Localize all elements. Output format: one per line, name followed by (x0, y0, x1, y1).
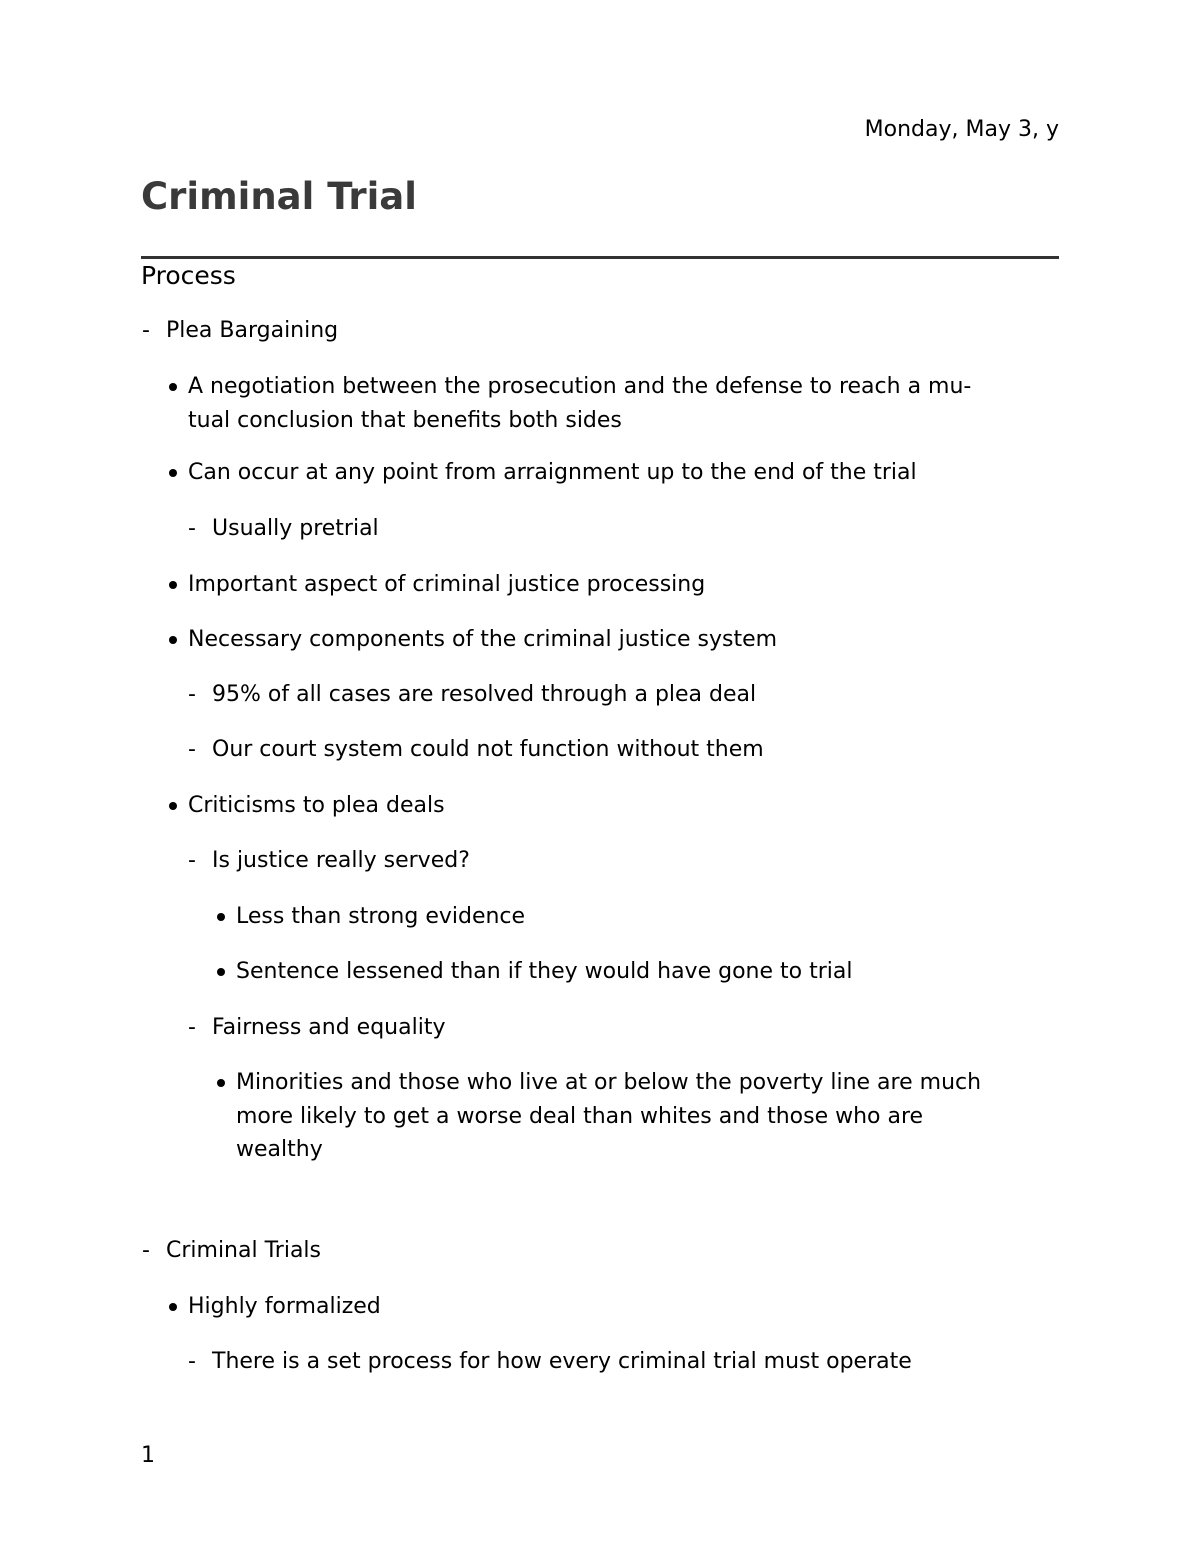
outline-item (188, 370, 1060, 403)
bullet-icon (169, 1303, 177, 1311)
outline-item (236, 1100, 1060, 1133)
outline-item-text: Fairness and equality (212, 1015, 446, 1040)
dash-marker: - (188, 1349, 196, 1374)
outline-item (188, 1290, 1060, 1323)
outline-item (188, 678, 1060, 711)
outline-item-text: Plea Bargaining (166, 318, 339, 343)
outline-item-text: Sentence lessened than if they would have gone to trial (236, 959, 853, 984)
outline-item-text: 95% of all cases are resolved through a plea deal (212, 682, 757, 707)
dash-marker: - (142, 1238, 150, 1263)
title-divider (141, 256, 1059, 259)
bullet-icon (169, 802, 177, 810)
outline-item-text: Our court system could not function without them (212, 737, 764, 762)
outline-item (188, 456, 1060, 489)
outline-item (188, 404, 1060, 437)
page-title: Criminal Trial (141, 175, 417, 218)
outline-item-text: tual conclusion that benefits both sides (188, 408, 622, 433)
outline-item (188, 733, 1060, 766)
outline-item-text: wealthy (236, 1137, 323, 1162)
outline-item (188, 789, 1060, 822)
outline-item-text: Important aspect of criminal justice processing (188, 572, 706, 597)
dash-marker: - (188, 737, 196, 762)
outline-item (142, 1234, 1060, 1267)
dash-marker: - (188, 1015, 196, 1040)
bullet-icon (169, 383, 177, 391)
outline-item-text: Can occur at any point from arraignment up to the end of the trial (188, 460, 917, 485)
outline-item-text: Criticisms to plea deals (188, 793, 445, 818)
bullet-icon (217, 1079, 225, 1087)
date-header: Monday, May 3, y (864, 117, 1059, 142)
outline-item (236, 1133, 1060, 1166)
outline-item (188, 512, 1060, 545)
dash-marker: - (142, 318, 150, 343)
outline-item-text: Criminal Trials (166, 1238, 322, 1263)
outline-item (188, 1011, 1060, 1044)
outline-item-text: Usually pretrial (212, 516, 379, 541)
outline-item (188, 1345, 1060, 1378)
outline-item-text: Highly formalized (188, 1294, 381, 1319)
dash-marker: - (188, 516, 196, 541)
dash-marker: - (188, 848, 196, 873)
outline-item-text: Less than strong evidence (236, 904, 526, 929)
outline-item-text: Necessary components of the criminal justice system (188, 627, 778, 652)
bullet-icon (169, 581, 177, 589)
outline-item-text: Minorities and those who live at or below the poverty line are much (236, 1070, 982, 1095)
section-heading: Process (141, 261, 236, 290)
outline-item-text: Is justice really served? (212, 848, 470, 873)
outline-item (236, 1066, 1060, 1099)
outline-item (236, 900, 1060, 933)
page-number: 1 (141, 1443, 155, 1468)
dash-marker: - (188, 682, 196, 707)
outline-item (236, 955, 1060, 988)
bullet-icon (169, 469, 177, 477)
outline-item (142, 314, 1060, 347)
outline-item-text: more likely to get a worse deal than whites and those who are (236, 1104, 924, 1129)
bullet-icon (217, 968, 225, 976)
outline-item-text: A negotiation between the prosecution and the defense to reach a mu- (188, 374, 972, 399)
outline-item-text: There is a set process for how every criminal trial must operate (212, 1349, 912, 1374)
outline-item (188, 568, 1060, 601)
outline-item (188, 844, 1060, 877)
bullet-icon (169, 636, 177, 644)
bullet-icon (217, 913, 225, 921)
outline-item (188, 623, 1060, 656)
